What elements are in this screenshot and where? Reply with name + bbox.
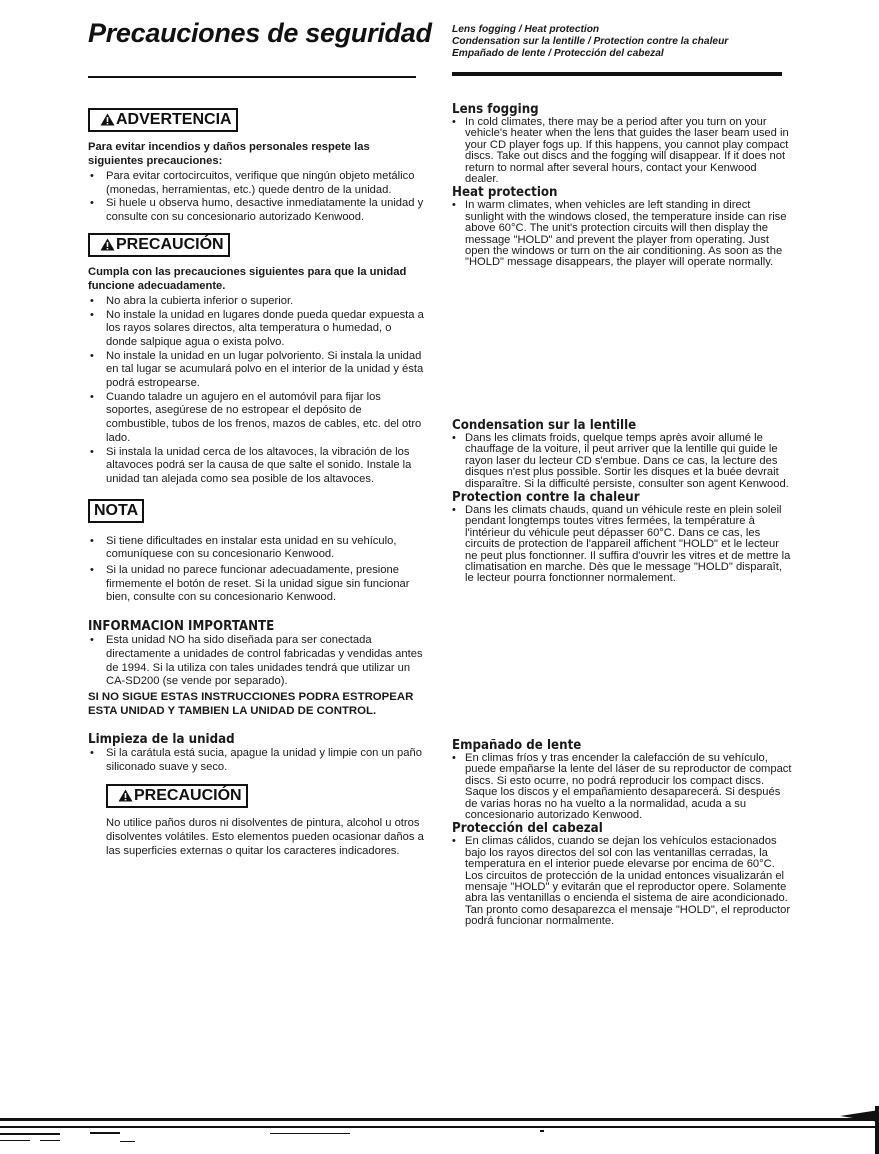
- list-item: • In cold climates, there may be a period after you turn on your vehicle's heater when the lens that guides the laser beam used in your CD player fogs up. If this happens, you cannot play compact discs. Take out discs and the fogging will disappear. If it does not return to normal after several hours, contact your Kenwood dealer.: [452, 117, 792, 185]
- precaucion2-text: No utilice paños duros ni disolventes de pintura, alcohol u otros disolventes volátiles. Esto elementos pueden ocasionar daños a las superficies externas o quitar los caracteres indicadores.: [106, 817, 424, 858]
- list-item: • Dans les climats froids, quelque temps après avoir allumé le chauffage de la voiture, il peut arriver que la lentille qui guide le rayon laser du lecteur CD s'embue. Dans ce cas, la lecture des disques n'est plus possible. Sortir les disques et la buée devrait disparaître. Si la difficulté persiste, consulter son agent Kenwood.: [452, 433, 792, 490]
- list-item: • En climas fríos y tras encender la calefacción de su vehículo, puede empañarse la lente del láser de su reproductor de compact discs. Si esto ocurre, no podrá reproducir los compact discs. Saque los discos y el empañamiento desaparecerá. Si después de varias horas no ha vuelto a la normalidad, acuda a su concesionario autorizado Kenwood.: [452, 753, 792, 821]
- advertencia-intro: Para evitar incendios y daños personales respete las siguientes precauciones:: [88, 141, 370, 167]
- lens-fogging-list: [452, 117, 792, 185]
- list-item: • Si huele u observa humo, desactive inmediatamente la unidad y consulte con su concesionario autorizado Kenwood.: [88, 197, 424, 224]
- precaucion-list: [88, 295, 424, 487]
- advertencia-list: [88, 170, 424, 225]
- header-rule-right: [452, 72, 782, 76]
- advertencia-box: [88, 108, 238, 132]
- list-item: • Si la unidad no parece funcionar adecuadamente, presione firmemente el botón de reset. Si la unidad sigue sin funcionar bien, consulte con su concesionario Kenwood.: [88, 564, 424, 605]
- list-item: • Si la carátula está sucia, apague la unidad y limpie con un paño siliconado suave y seco.: [88, 747, 424, 774]
- warning-triangle-icon: [100, 113, 115, 126]
- heat-protection-heading: Heat protection: [452, 184, 558, 201]
- empanado-heading: Empañado de lente: [452, 737, 582, 753]
- proteccion-cabezal-heading: Protección del cabezal: [452, 820, 603, 837]
- heat-protection-list: [452, 200, 792, 268]
- list-item: • Si instala la unidad cerca de los altavoces, la vibración de los altavoces podrá ser la causa de que salte el sonido. Instale la unidad tan alejada como sea posible de los altavoces.: [88, 446, 424, 487]
- condensation-list: [452, 433, 792, 490]
- section-french: [452, 418, 792, 585]
- warning-triangle-icon: [118, 789, 133, 802]
- warning-triangle-icon: [100, 238, 115, 251]
- list-item: • En climas cálidos, cuando se dejan los vehículos estacionados bajo los rayos directos del sol con las ventanillas cerradas, la temperatura en el interior puede elevarse por encima de 60°C. Los circuitos de protección de la unidad entonces visualizarán el mensaje "HOLD" y evitarán que el reproductor opere. Solamente abra las ventanillas o encienda el sistema de aire acondicionado. Tan pronto como desaparezca el mensaje "HOLD", el reproductor podrá funcionar normalmente.: [452, 836, 792, 927]
- precaucion-label: PRECAUCIÓN: [116, 235, 224, 253]
- header-rule-left: [88, 76, 416, 78]
- lens-fogging-heading: Lens fogging: [452, 101, 539, 117]
- list-item: • No instale la unidad en lugares donde pueda quedar expuesta a los rayos solares directos, alta temperatura o humedad, o donde salpique agua o exista polvo.: [88, 309, 424, 350]
- limpieza-list: [88, 747, 424, 774]
- header-subtitle-es: Empañado de lente / Protección del cabezal: [452, 48, 664, 59]
- nota-list: [88, 535, 424, 606]
- header-subtitle-fr: Condensation sur la lentille / Protection contre la chaleur: [452, 36, 729, 47]
- left-column: [88, 98, 424, 858]
- limpieza-heading: Limpieza de la unidad: [88, 730, 235, 747]
- precaucion-intro: Cumpla con las precauciones siguientes para que la unidad funcione adecuadamente.: [88, 265, 407, 292]
- protection-chaleur-list: [452, 505, 792, 585]
- footer-scan-lines: [0, 1106, 879, 1154]
- list-item: • Dans les climats chauds, quand un véhicule reste en plein soleil pendant longtemps toutes vitres fermées, la température à l'intérieur du véhicule peut dépasser 60°C. Dans ce cas, les circuits de protection de l'appareil affichent "HOLD" et le lecteur ne peut plus fonctionner. Il suffira d'ouvrir les vitres et de mettre la climatisation en marche. Dès que le message "HOLD" disparaît, le lecteur pourra fonctionner normalement.: [452, 505, 792, 585]
- proteccion-cabezal-list: [452, 836, 792, 927]
- nota-label: NOTA: [94, 501, 139, 519]
- condensation-heading: Condensation sur la lentille: [452, 417, 637, 433]
- list-item: • No abra la cubierta inferior o superior.: [88, 295, 424, 309]
- precaucion-box: [88, 233, 230, 257]
- header-subtitles: [452, 24, 852, 60]
- informacion-list: [88, 634, 424, 689]
- list-item: • In warm climates, when vehicles are left standing in direct sunlight with the windows closed, the temperature inside can rise above 60°C. The unit's protection circuits will then display the message "HOLD" and prevent the player from operating. Just open the windows or turn on the air conditioning. As soon as the "HOLD" message disappears, the player will operate normally.: [452, 200, 792, 268]
- informacion-heading: INFORMACION IMPORTANTE: [88, 618, 275, 635]
- page-title: Precauciones de seguridad: [88, 18, 432, 48]
- protection-chaleur-heading: Protection contre la chaleur: [452, 489, 640, 506]
- header-subtitle-en: Lens fogging / Heat protection: [452, 24, 600, 35]
- advertencia-label: ADVERTENCIA: [116, 111, 232, 128]
- section-spanish: [452, 738, 792, 928]
- list-item: • Si tiene dificultades en instalar esta unidad en su vehículo, comuníquese con su concesionario Kenwood.: [88, 535, 424, 562]
- section-english: [452, 102, 792, 269]
- list-item: • Para evitar cortocircuitos, verifique que ningún objeto metálico (monedas, herramientas, etc.) quede dentro de la unidad.: [88, 170, 424, 197]
- empanado-list: [452, 753, 792, 821]
- list-item: • Esta unidad NO ha sido diseñada para ser conectada directamente a unidades de control fabricadas y vendidas antes de 1994. Si la utiliza con tales unidades tendrá que utilizar un CA-SD200 (se vende por separado).: [88, 634, 424, 689]
- precaucion2-box: [106, 784, 248, 808]
- list-item: • Cuando taladre un agujero en el automóvil para fijar los soportes, asegúrese de no estropear el depósito de combustible, tubos de los frenos, mazos de cables, etc. del otro lado.: [88, 391, 424, 446]
- list-item: • No instale la unidad en un lugar polvoriento. Si instala la unidad en tal lugar se acumulará polvo en el interior de la unidad y ésta podrá estropearse.: [88, 350, 424, 391]
- nota-box: [88, 499, 144, 523]
- informacion-warning: SI NO SIGUE ESTAS INSTRUCCIONES PODRA ESTROPEAR ESTA UNIDAD Y TAMBIEN LA UNIDAD DE CONTROL.: [88, 690, 414, 717]
- precaucion2-label: PRECAUCIÓN: [134, 787, 242, 805]
